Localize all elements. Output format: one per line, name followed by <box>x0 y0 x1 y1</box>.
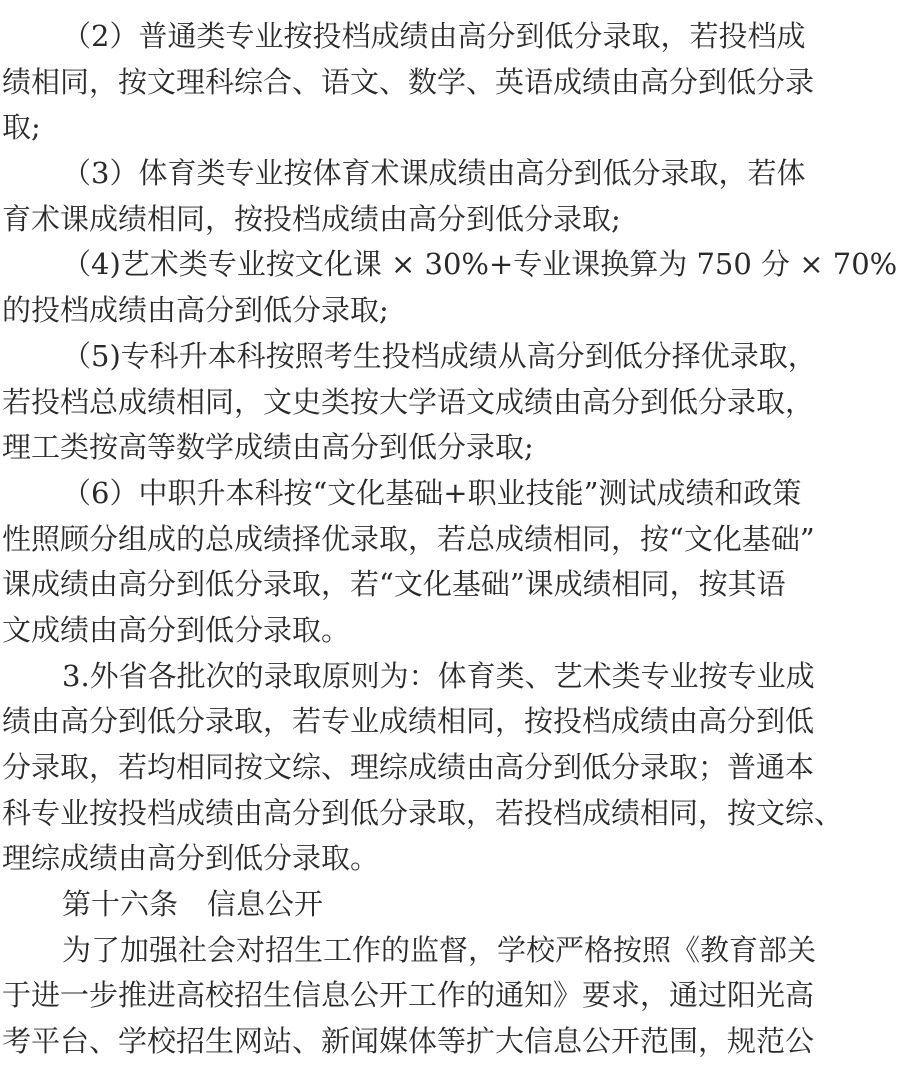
document-page <box>0 14 897 1065</box>
paragraph-article-16-heading <box>0 882 750 928</box>
text-line: 理工类按高等数学成绩由高分到低分录取; <box>2 430 534 465</box>
text-line: （5)专科升本科按照考生投档成绩从高分到低分择优录取， <box>62 338 817 373</box>
paragraph-item-2 <box>0 14 815 151</box>
text-line: 3.外省各批次的录取原则为：体育类、艺术类专业按专业成 <box>62 658 815 693</box>
text-line: 为了加强社会对招生工作的监督，学校严格按照《教育部关 <box>62 932 817 967</box>
text-line: （6）中职升本科按“文化基础+职业技能”测试成绩和政策 <box>62 475 802 510</box>
text-line: 第十六条 信息公开 <box>62 887 324 922</box>
text-line: 分录取，若均相同按文综、理综成绩由高分到低分录取；普通本 <box>2 750 815 784</box>
text-line: 绩相同，按文理科综合、语文、数学、英语成绩由高分到低分录 <box>2 64 815 99</box>
text-line: 的投档成绩由高分到低分录取; <box>2 293 389 328</box>
text-line: 考平台、学校招生网站、新闻媒体等扩大信息公开范围，规范公 <box>2 1024 815 1059</box>
text-line: 文成绩由高分到低分录取。 <box>2 612 351 647</box>
text-line: 取; <box>2 110 41 145</box>
text-line: 育术课成绩相同，按投档成绩由高分到低分录取; <box>2 201 621 236</box>
text-line: 于进一步推进高校招生信息公开工作的通知》要求，通过阳光高 <box>2 978 815 1013</box>
text-line: 课成绩由高分到低分录取，若“文化基础”课成绩相同，按其语 <box>2 567 786 602</box>
text-line: 科专业按投档成绩由高分到低分录取，若投档成绩相同，按文综、 <box>2 795 844 830</box>
text-line: 性照顾分组成的总成绩择优录取，若总成绩相同，按“文化基础” <box>2 521 815 556</box>
paragraph-article-16-body <box>0 928 817 1065</box>
paragraph-item-4 <box>0 242 897 333</box>
text-line: （3）体育类专业按体育术课成绩由高分到低分录取，若体 <box>62 156 806 191</box>
text-line: 若投档总成绩相同，文史类按大学语文成绩由高分到低分录取， <box>2 384 815 419</box>
paragraph-item-3 <box>0 151 806 242</box>
paragraph-item-6 <box>0 471 815 654</box>
text-line: （2）普通类专业按投档成绩由高分到低分录取，若投档成 <box>62 19 806 53</box>
paragraph-item-5 <box>0 334 817 471</box>
text-line: （4)艺术类专业按文化课 × 30%+专业课换算为 750 分 × 70% <box>62 247 897 282</box>
paragraph-rule-3 <box>0 654 844 882</box>
text-line: 理综成绩由高分到低分录取。 <box>2 841 380 876</box>
text-line: 绩由高分到低分录取，若专业成绩相同，按投档成绩由高分到低 <box>2 704 815 739</box>
